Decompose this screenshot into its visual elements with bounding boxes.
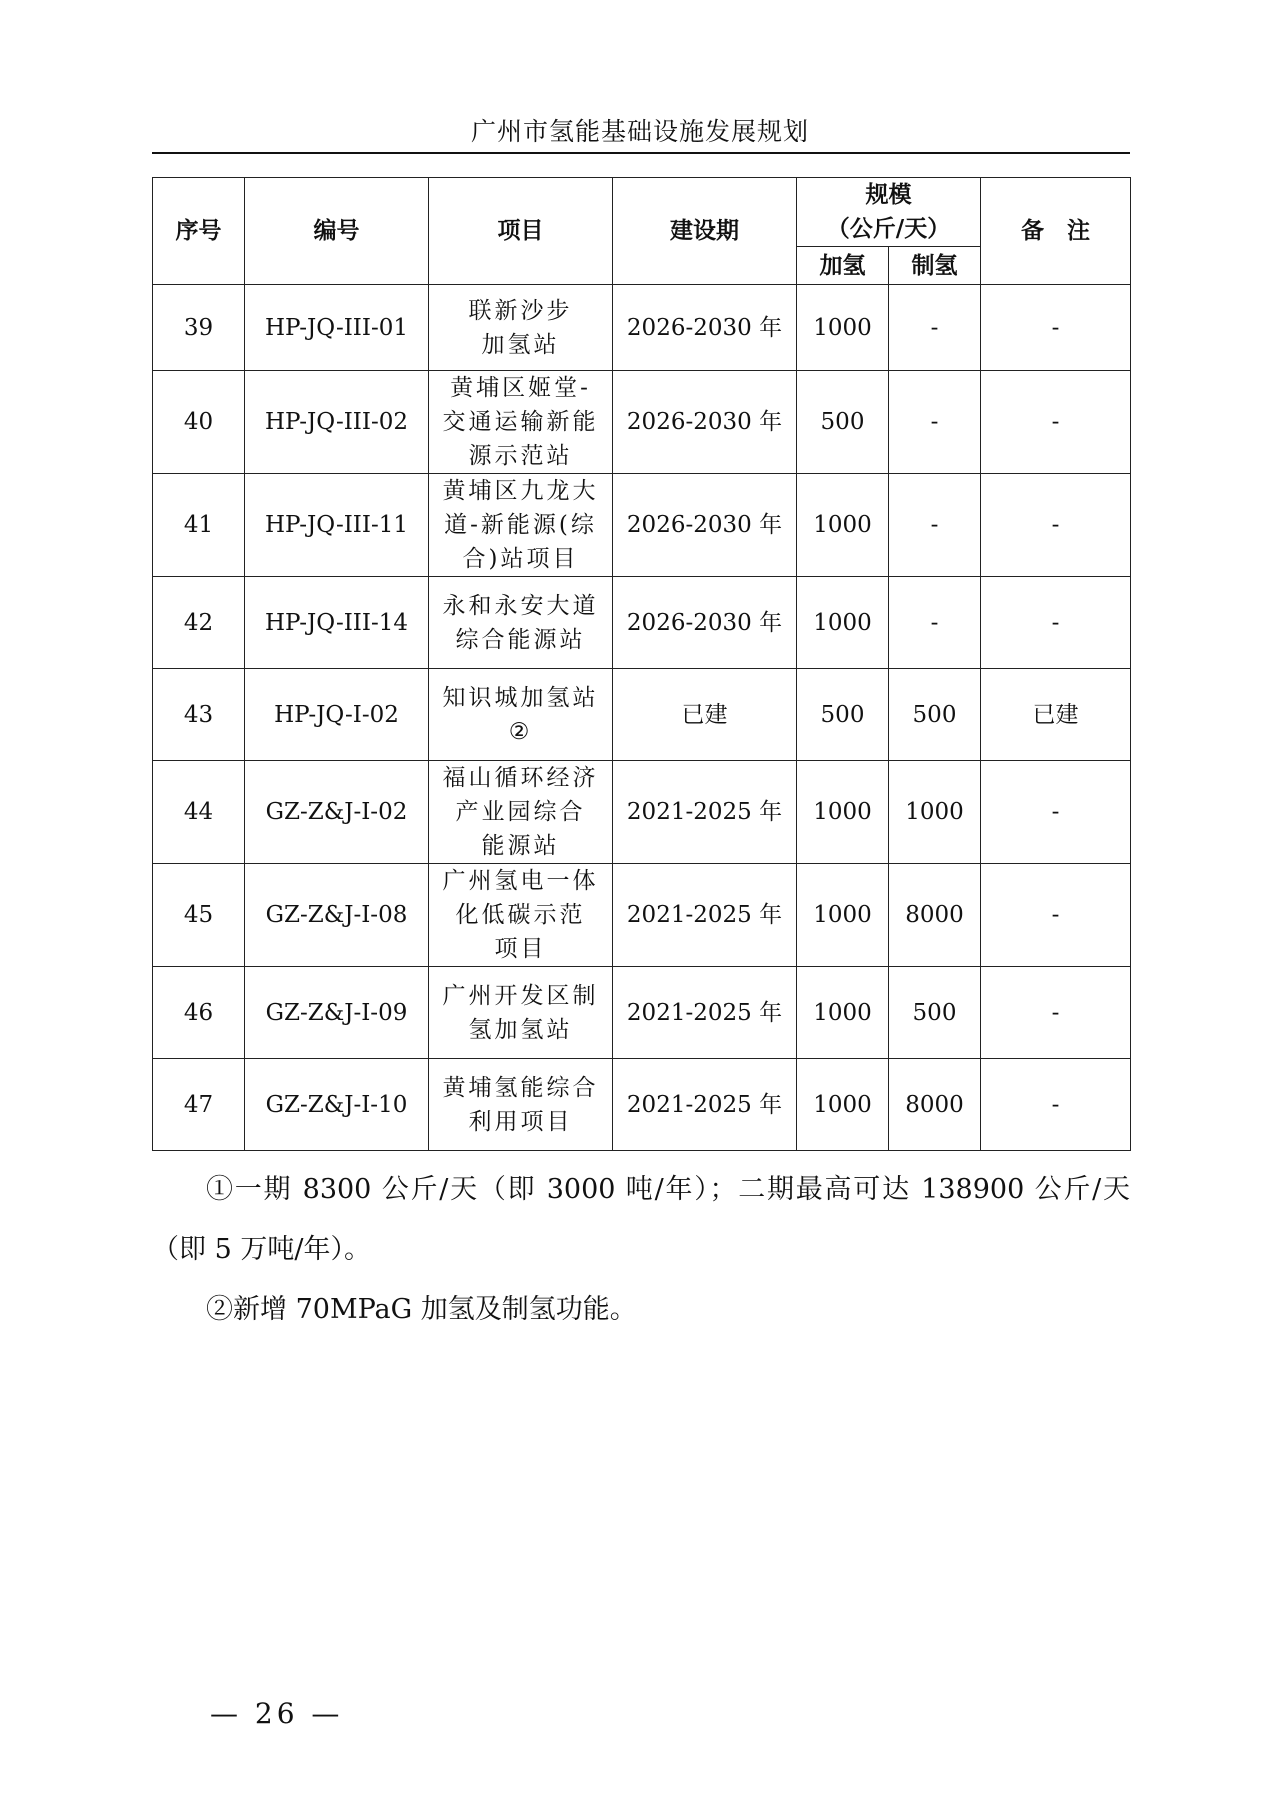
cell-remark: -	[981, 761, 1131, 864]
cell-period: 2026-2030 年	[613, 371, 797, 474]
project-line: 永和永安大道	[442, 592, 599, 619]
table-row	[153, 474, 1131, 577]
cell-code: GZ-Z&J-I-10	[245, 1059, 429, 1151]
table-row	[153, 967, 1131, 1059]
cell-produce: 8000	[889, 1059, 981, 1151]
project-line: 道-新能源(综	[444, 512, 597, 538]
cell-code: GZ-Z&J-I-09	[245, 967, 429, 1059]
cell-refuel: 1000	[797, 577, 889, 669]
cell-project	[429, 474, 613, 577]
project-line: ②	[508, 718, 533, 745]
cell-code: HP-JQ-III-14	[245, 577, 429, 669]
cell-remark: -	[981, 1059, 1131, 1151]
cell-period: 2021-2025 年	[613, 864, 797, 967]
project-line: 综合能源站	[455, 626, 586, 653]
cell-remark: -	[981, 577, 1131, 669]
cell-code: HP-JQ-I-02	[245, 669, 429, 761]
cell-refuel: 500	[797, 669, 889, 761]
project-line: 黄埔区姬堂-	[450, 375, 591, 401]
cell-period: 2021-2025 年	[613, 967, 797, 1059]
cell-project	[429, 864, 613, 967]
cell-project	[429, 761, 613, 864]
cell-refuel: 500	[797, 371, 889, 474]
table-row	[153, 577, 1131, 669]
cell-produce: -	[889, 371, 981, 474]
project-line: 广州氢电一体	[442, 868, 599, 894]
cell-produce: 1000	[889, 761, 981, 864]
project-line: 项目	[494, 936, 547, 962]
cell-code: HP-JQ-III-01	[245, 285, 429, 371]
header-divider	[152, 152, 1130, 154]
project-table	[152, 177, 1131, 1151]
project-line: 合)站项目	[462, 546, 579, 572]
header-remark: 备 注	[981, 178, 1131, 285]
table-row	[153, 761, 1131, 864]
cell-project	[429, 577, 613, 669]
cell-period: 2021-2025 年	[613, 1059, 797, 1151]
cell-refuel: 1000	[797, 285, 889, 371]
cell-produce: 500	[889, 669, 981, 761]
header-scale	[797, 178, 981, 247]
header-period: 建设期	[613, 178, 797, 285]
cell-index: 42	[153, 577, 245, 669]
project-line: 黄埔区九龙大	[442, 478, 599, 504]
footnote-1: ①一期 8300 公斤/天（即 3000 吨/年）；二期最高可达 138900 公斤/天（即 5 万吨/年）。	[152, 1174, 1130, 1265]
cell-code: HP-JQ-III-11	[245, 474, 429, 577]
header-index: 序号	[153, 178, 245, 285]
project-line: 能源站	[481, 833, 560, 859]
cell-index: 40	[153, 371, 245, 474]
cell-project	[429, 1059, 613, 1151]
cell-project	[429, 967, 613, 1059]
cell-period: 2021-2025 年	[613, 761, 797, 864]
cell-produce: 8000	[889, 864, 981, 967]
cell-code: GZ-Z&J-I-08	[245, 864, 429, 967]
project-line: 广州开发区制	[442, 982, 599, 1009]
cell-remark: -	[981, 967, 1131, 1059]
cell-produce: 500	[889, 967, 981, 1059]
header-scale-unit: （公斤/天）	[826, 215, 951, 242]
cell-produce: -	[889, 285, 981, 371]
project-line: 利用项目	[468, 1108, 573, 1135]
cell-remark: -	[981, 285, 1131, 371]
cell-period: 2026-2030 年	[613, 577, 797, 669]
cell-remark: -	[981, 371, 1131, 474]
footnotes	[152, 1160, 1130, 1340]
cell-index: 46	[153, 967, 245, 1059]
cell-period: 2026-2030 年	[613, 285, 797, 371]
cell-project	[429, 285, 613, 371]
table-row	[153, 1059, 1131, 1151]
header-code: 编号	[245, 178, 429, 285]
cell-remark: -	[981, 864, 1131, 967]
project-line: 氢加氢站	[468, 1016, 573, 1043]
project-line: 加氢站	[481, 331, 560, 358]
cell-refuel: 1000	[797, 1059, 889, 1151]
cell-project	[429, 371, 613, 474]
cell-refuel: 1000	[797, 761, 889, 864]
cell-period: 已建	[613, 669, 797, 761]
header-refuel: 加氢	[797, 247, 889, 285]
project-line: 交通运输新能	[442, 409, 599, 435]
cell-refuel: 1000	[797, 864, 889, 967]
cell-index: 45	[153, 864, 245, 967]
header-project: 项目	[429, 178, 613, 285]
cell-period: 2026-2030 年	[613, 474, 797, 577]
project-line: 产业园综合	[455, 799, 586, 825]
header-scale-label: 规模	[865, 181, 912, 208]
cell-index: 47	[153, 1059, 245, 1151]
page-header-title: 广州市氢能基础设施发展规划	[470, 117, 809, 146]
cell-index: 41	[153, 474, 245, 577]
project-line: 知识城加氢站	[442, 684, 599, 711]
header-produce: 制氢	[889, 247, 981, 285]
cell-refuel: 1000	[797, 474, 889, 577]
cell-code: HP-JQ-III-02	[245, 371, 429, 474]
table-row	[153, 864, 1131, 967]
project-line: 黄埔氢能综合	[442, 1074, 599, 1101]
cell-code: GZ-Z&J-I-02	[245, 761, 429, 864]
cell-index: 44	[153, 761, 245, 864]
cell-produce: -	[889, 577, 981, 669]
project-line: 福山循环经济	[442, 765, 599, 791]
project-line: 源示范站	[468, 443, 573, 469]
cell-project	[429, 669, 613, 761]
table-row	[153, 371, 1131, 474]
page-number: — 26 —	[210, 1697, 344, 1730]
table-row	[153, 669, 1131, 761]
project-line: 化低碳示范	[455, 902, 586, 928]
footnote-2: ②新增 70MPaG 加氢及制氢功能。	[206, 1294, 637, 1325]
cell-index: 43	[153, 669, 245, 761]
cell-refuel: 1000	[797, 967, 889, 1059]
cell-remark: 已建	[981, 669, 1131, 761]
table-row	[153, 285, 1131, 371]
cell-index: 39	[153, 285, 245, 371]
cell-produce: -	[889, 474, 981, 577]
cell-remark: -	[981, 474, 1131, 577]
project-line: 联新沙步	[468, 297, 573, 324]
